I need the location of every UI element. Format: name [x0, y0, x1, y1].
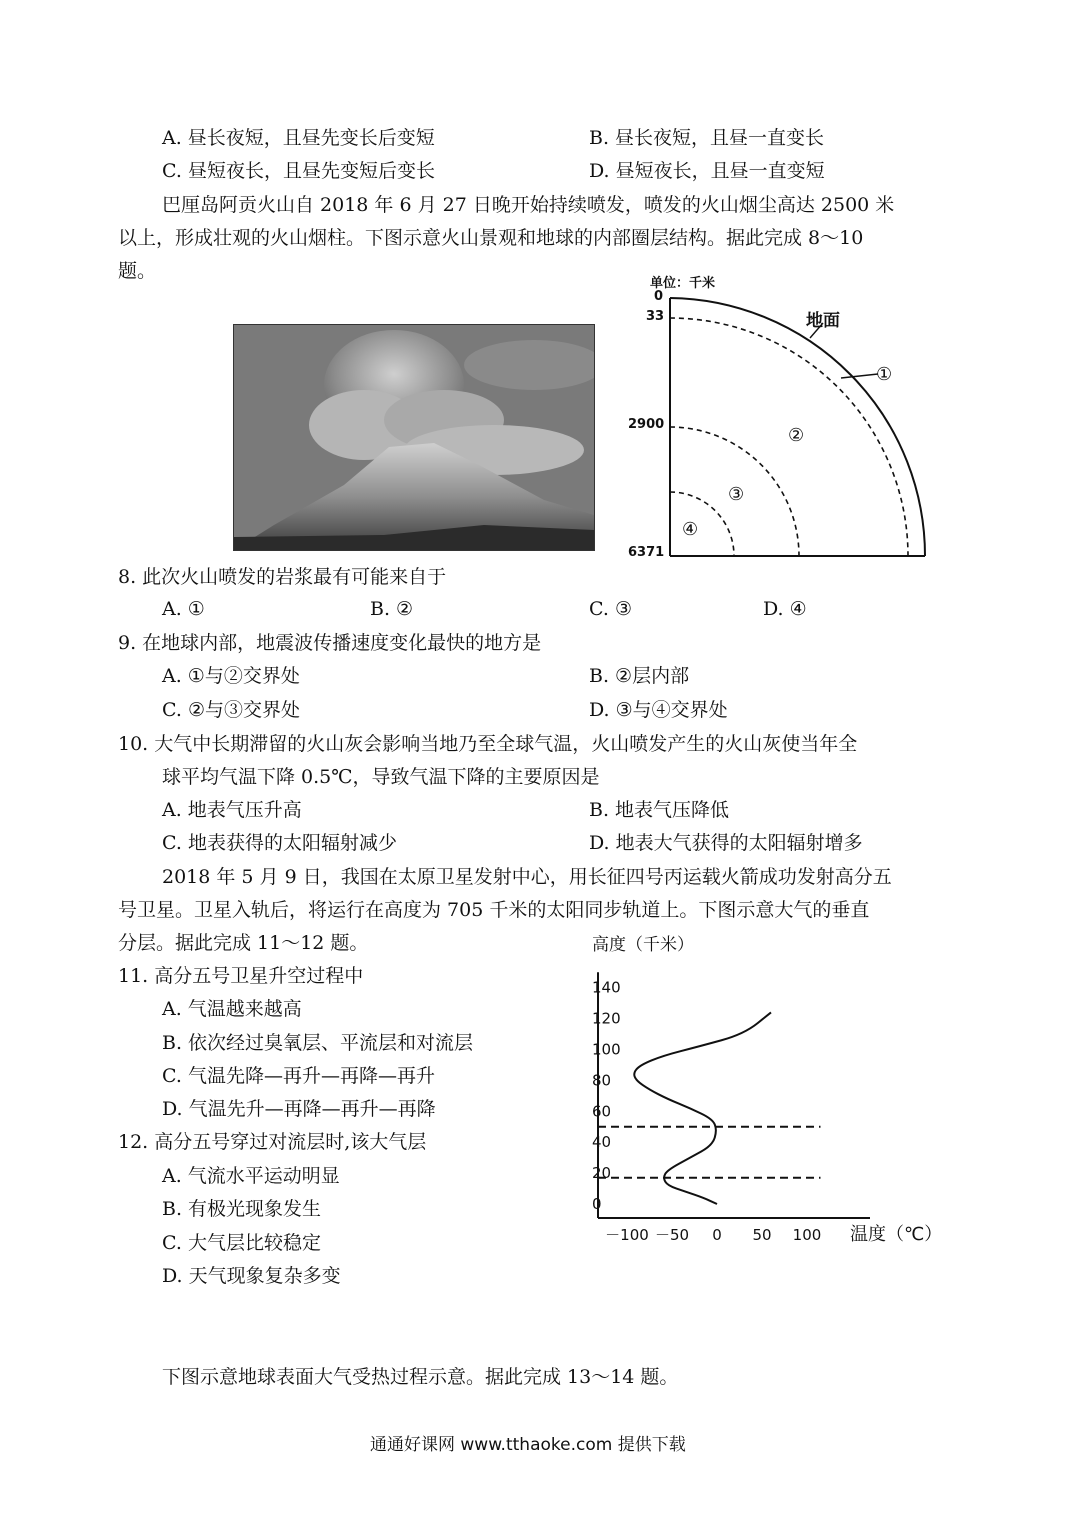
q8-option-a: A. ①: [162, 598, 205, 620]
q11-option-d: D. 气温先升—再降—再升—再降: [162, 1098, 436, 1120]
q11-option-a: A. 气温越来越高: [162, 998, 302, 1020]
y-tick-label: 60: [592, 1102, 612, 1121]
x-tick-label: 50: [752, 1226, 772, 1244]
unit-label: 单位：千米: [650, 276, 716, 291]
surface-label: 地面: [806, 311, 840, 331]
passage2-line2: 号卫星。卫星入轨后，将运行在高度为 705 千米的太阳同步轨道上。下图示意大气的垂直: [118, 899, 870, 921]
x-tick-label: 0: [712, 1226, 722, 1244]
passage3: 下图示意地球表面大气受热过程示意。据此完成 13～14 题。: [162, 1366, 679, 1388]
q10-option-b: B. 地表气压降低: [589, 799, 730, 821]
y-tick-label: 20: [592, 1164, 612, 1183]
volcano-photo: [233, 324, 595, 551]
passage1-line1: 巴厘岛阿贡火山自 2018 年 6 月 27 日晚开始持续喷发，喷发的火山烟尘高达 2500 米: [162, 194, 895, 216]
q11-stem: 11. 高分五号卫星升空过程中: [118, 965, 364, 987]
x-axis-title: 温度（℃）: [850, 1224, 943, 1245]
q11-option-b: B. 依次经过臭氧层、平流层和对流层: [162, 1032, 474, 1054]
q9-option-b: B. ②层内部: [589, 665, 690, 687]
q12-option-b: B. 有极光现象发生: [162, 1198, 322, 1220]
passage2-line1: 2018 年 5 月 9 日，我国在太原卫星发射中心，用长征四号丙运载火箭成功发射高分五: [162, 866, 892, 888]
x-tick-label: 100: [792, 1226, 822, 1244]
layer-3-label: ③: [728, 484, 745, 505]
q11-option-c: C. 气温先降—再升—再降—再升: [162, 1065, 435, 1087]
atmosphere-temperature-chart: [560, 928, 950, 1248]
depth-2900: 2900: [628, 417, 665, 432]
q10-stem-line1: 10. 大气中长期滞留的火山灰会影响当地乃至全球气温，火山喷发产生的火山灰使当年全: [118, 733, 858, 755]
y-tick-label: 80: [592, 1071, 612, 1090]
y-tick-label: 140: [592, 978, 621, 997]
temperature-profile-line: [634, 1012, 771, 1204]
q8-option-b: B. ②: [370, 598, 414, 620]
q9-option-a: A. ①与②交界处: [162, 665, 300, 687]
q10-stem-line2: 球平均气温下降 0.5℃，导致气温下降的主要原因是: [162, 766, 600, 788]
q9-stem: 9. 在地球内部，地震波传播速度变化最快的地方是: [118, 632, 542, 654]
q12-option-a: A. 气流水平运动明显: [162, 1165, 340, 1187]
x-tick-label: －100: [605, 1226, 649, 1244]
q7-option-c: C. 昼短夜长，且昼先变短后变长: [162, 160, 435, 182]
q10-option-c: C. 地表获得的太阳辐射减少: [162, 832, 397, 854]
y-tick-label: 0: [592, 1195, 602, 1213]
q7-option-d: D. 昼短夜长，且昼一直变短: [589, 160, 825, 182]
q8-option-d: D. ④: [763, 598, 807, 620]
depth-0: 0: [654, 289, 664, 304]
q8-stem: 8. 此次火山喷发的岩浆最有可能来自于: [118, 566, 447, 588]
passage2-line3: 分层。据此完成 11～12 题。: [118, 932, 369, 954]
layer-2-label: ②: [788, 425, 805, 446]
passage1-line2: 以上，形成壮观的火山烟柱。下图示意火山景观和地球的内部圈层结构。据此完成 8～10: [118, 227, 864, 249]
y-axis-title: 高度（千米）: [592, 935, 694, 955]
q10-option-a: A. 地表气压升高: [162, 799, 302, 821]
layer-4-label: ④: [682, 519, 699, 540]
depth-33: 33: [646, 309, 665, 324]
q9-option-d: D. ③与④交界处: [589, 699, 728, 721]
earth-interior-diagram: [620, 270, 940, 560]
depth-6371: 6371: [628, 545, 665, 560]
q12-stem: 12. 高分五号穿过对流层时,该大气层: [118, 1131, 427, 1153]
page-footer: 通通好课网 www.tthaoke.com 提供下载: [370, 1435, 686, 1455]
y-tick-label: 100: [592, 1040, 621, 1059]
q10-option-d: D. 地表大气获得的太阳辐射增多: [589, 832, 863, 854]
q7-option-b: B. 昼长夜短，且昼一直变长: [589, 127, 825, 149]
x-tick-label: －50: [654, 1226, 690, 1244]
q8-option-c: C. ③: [589, 598, 632, 620]
q9-option-c: C. ②与③交界处: [162, 699, 300, 721]
q12-option-d: D. 天气现象复杂多变: [162, 1265, 341, 1287]
y-tick-label: 120: [592, 1009, 621, 1028]
passage1-line3: 题。: [118, 260, 157, 282]
q12-option-c: C. 大气层比较稳定: [162, 1232, 321, 1254]
q7-option-a: A. 昼长夜短，且昼先变长后变短: [162, 127, 435, 149]
y-tick-label: 40: [592, 1133, 612, 1152]
layer-1-label: ①: [876, 364, 893, 385]
